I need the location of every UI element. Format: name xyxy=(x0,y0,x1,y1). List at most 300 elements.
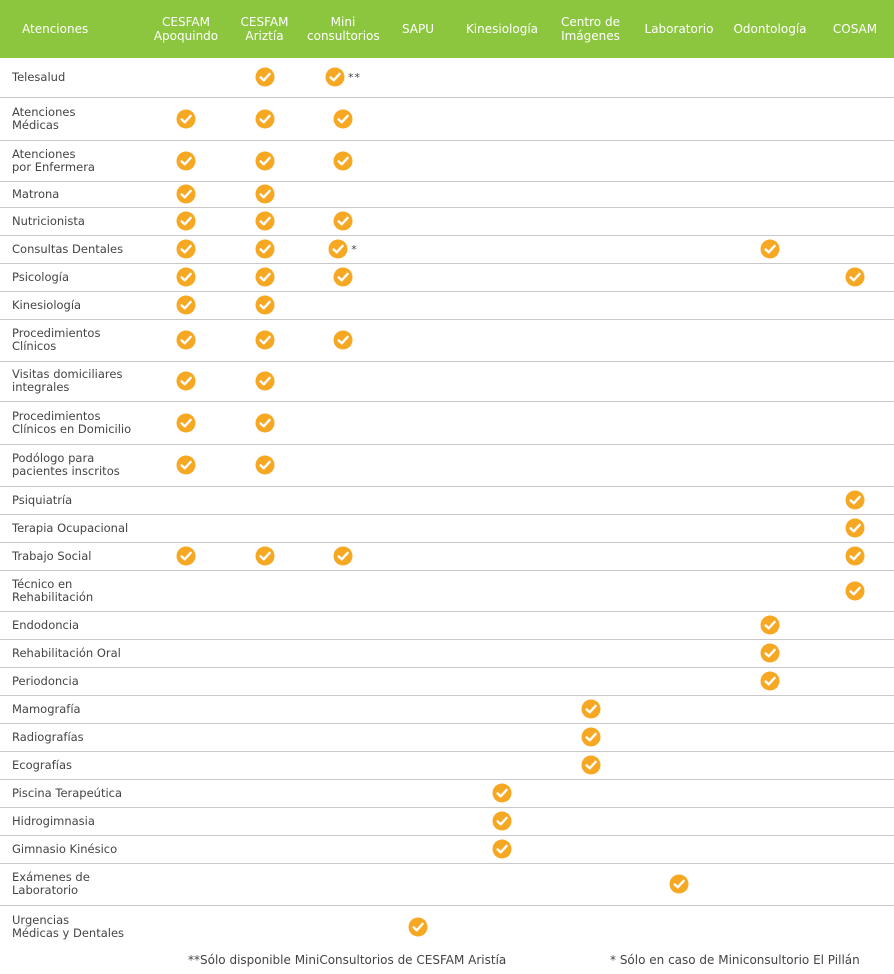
row-label-line-2: Clínicos en Domicilio xyxy=(12,421,132,436)
cell-sapu xyxy=(379,514,457,542)
cell-kine xyxy=(457,639,547,667)
cell-imagenes xyxy=(547,570,634,611)
cell-imagenes xyxy=(547,751,634,779)
cell-kine xyxy=(457,291,547,319)
cell-lab xyxy=(634,291,724,319)
row-label-line-1: Periodoncia xyxy=(12,673,79,688)
cell-odonto xyxy=(724,542,816,570)
check-circle-icon xyxy=(176,151,196,171)
footnote-marker: ** xyxy=(348,70,361,84)
check-circle-icon xyxy=(255,267,275,287)
cell-sapu xyxy=(379,486,457,514)
cell-imagenes xyxy=(547,444,634,486)
row-label-line-2: Médicas xyxy=(12,117,59,132)
cell-cosam xyxy=(816,58,894,97)
cell-cesfam_aristia xyxy=(222,401,307,444)
cell-cosam xyxy=(816,97,894,140)
cell-cesfam_aristia xyxy=(222,319,307,361)
cell-imagenes xyxy=(547,835,634,863)
header-line-2: Apoquindo xyxy=(153,29,219,43)
cell-lab xyxy=(634,263,724,291)
cell-kine xyxy=(457,401,547,444)
cell-kine xyxy=(457,263,547,291)
row-label-line-1: Rehabilitación Oral xyxy=(12,645,121,660)
cell-odonto xyxy=(724,514,816,542)
check-circle-icon xyxy=(176,184,196,204)
cell-cesfam_apoquindo xyxy=(150,723,222,751)
cell-mini xyxy=(307,58,379,97)
row-label-line-1: Urgencias xyxy=(12,913,70,928)
row-label xyxy=(0,751,150,779)
cell-imagenes xyxy=(547,779,634,807)
cell-cosam xyxy=(816,639,894,667)
row-label xyxy=(0,905,150,949)
row-label xyxy=(0,779,150,807)
cell-odonto xyxy=(724,235,816,263)
row-label xyxy=(0,361,150,401)
cell-kine xyxy=(457,486,547,514)
cell-cesfam_aristia xyxy=(222,181,307,207)
table-row xyxy=(0,263,894,291)
check-circle-icon xyxy=(328,239,348,259)
cell-cosam xyxy=(816,542,894,570)
table-row xyxy=(0,235,894,263)
check-circle-icon xyxy=(255,330,275,350)
cell-cesfam_apoquindo xyxy=(150,291,222,319)
cell-odonto xyxy=(724,140,816,181)
cell-sapu xyxy=(379,863,457,905)
check-circle-icon xyxy=(255,211,275,231)
check-circle-icon xyxy=(845,267,865,287)
cell-lab xyxy=(634,695,724,723)
cell-kine xyxy=(457,319,547,361)
table-row xyxy=(0,905,894,949)
cell-mini xyxy=(307,444,379,486)
check-circle-icon xyxy=(255,413,275,433)
check-circle-icon xyxy=(255,67,275,87)
cell-cosam xyxy=(816,235,894,263)
cell-lab xyxy=(634,570,724,611)
cell-lab xyxy=(634,235,724,263)
check-circle-icon xyxy=(760,615,780,635)
cell-cesfam_apoquindo xyxy=(150,667,222,695)
cell-cesfam_aristia xyxy=(222,263,307,291)
check-circle-icon xyxy=(176,109,196,129)
cell-kine xyxy=(457,667,547,695)
row-label xyxy=(0,835,150,863)
cell-cesfam_apoquindo xyxy=(150,639,222,667)
cell-cesfam_apoquindo xyxy=(150,58,222,97)
cell-cosam xyxy=(816,905,894,949)
cell-cesfam_apoquindo xyxy=(150,542,222,570)
cell-sapu xyxy=(379,751,457,779)
cell-kine xyxy=(457,905,547,949)
cell-sapu xyxy=(379,58,457,97)
cell-sapu xyxy=(379,401,457,444)
cell-cesfam_aristia xyxy=(222,291,307,319)
row-label xyxy=(0,235,150,263)
check-circle-icon xyxy=(333,546,353,566)
header-line-2: Ariztía xyxy=(245,29,284,43)
cell-kine xyxy=(457,779,547,807)
cell-cesfam_aristia xyxy=(222,570,307,611)
row-label xyxy=(0,611,150,639)
check-circle-icon xyxy=(176,211,196,231)
table-row xyxy=(0,291,894,319)
cell-cesfam_apoquindo xyxy=(150,570,222,611)
cell-mini xyxy=(307,807,379,835)
table-row xyxy=(0,835,894,863)
footnote-single-asterisk: * Sólo en caso de Miniconsultorio El Pillán xyxy=(610,953,860,967)
row-label xyxy=(0,58,150,97)
row-label-line-2: Médicas y Dentales xyxy=(12,926,125,941)
check-circle-icon xyxy=(255,239,275,259)
row-label xyxy=(0,639,150,667)
row-label-line-1: Telesalud xyxy=(12,69,66,84)
check-circle-icon xyxy=(176,267,196,287)
row-label xyxy=(0,207,150,235)
cell-odonto xyxy=(724,361,816,401)
cell-lab xyxy=(634,319,724,361)
cell-imagenes xyxy=(547,863,634,905)
cell-imagenes xyxy=(547,361,634,401)
cell-cesfam_apoquindo xyxy=(150,779,222,807)
header-centro-imagenes xyxy=(547,0,634,58)
table-row xyxy=(0,58,894,97)
check-circle-icon xyxy=(255,371,275,391)
cell-lab xyxy=(634,779,724,807)
row-label xyxy=(0,807,150,835)
cell-cesfam_aristia xyxy=(222,807,307,835)
header-row xyxy=(0,0,894,58)
cell-mini xyxy=(307,611,379,639)
cell-cesfam_aristia xyxy=(222,751,307,779)
check-circle-icon xyxy=(581,727,601,747)
cell-odonto xyxy=(724,207,816,235)
check-circle-icon xyxy=(845,581,865,601)
row-label xyxy=(0,695,150,723)
row-label-line-1: Piscina Terapeútica xyxy=(12,785,123,800)
cell-lab xyxy=(634,905,724,949)
check-circle-icon xyxy=(581,755,601,775)
cell-cosam xyxy=(816,751,894,779)
cell-sapu xyxy=(379,181,457,207)
cell-odonto xyxy=(724,181,816,207)
cell-odonto xyxy=(724,863,816,905)
cell-sapu xyxy=(379,542,457,570)
cell-lab xyxy=(634,639,724,667)
cell-cesfam_aristia xyxy=(222,235,307,263)
table-row xyxy=(0,514,894,542)
cell-cesfam_apoquindo xyxy=(150,905,222,949)
check-circle-icon xyxy=(669,874,689,894)
cell-cesfam_aristia xyxy=(222,58,307,97)
cell-lab xyxy=(634,514,724,542)
cell-cesfam_aristia xyxy=(222,542,307,570)
cell-cosam xyxy=(816,570,894,611)
cell-lab xyxy=(634,444,724,486)
table-row xyxy=(0,807,894,835)
cell-cesfam_aristia xyxy=(222,611,307,639)
cell-cosam xyxy=(816,486,894,514)
row-label-line-1: Consultas Dentales xyxy=(12,241,124,256)
cell-mini xyxy=(307,779,379,807)
check-circle-icon xyxy=(492,811,512,831)
cell-cosam xyxy=(816,835,894,863)
cell-sapu xyxy=(379,97,457,140)
row-label xyxy=(0,514,150,542)
header-kinesiologia: Kinesiología xyxy=(457,0,547,58)
cell-lab xyxy=(634,723,724,751)
cell-cesfam_aristia xyxy=(222,444,307,486)
cell-mini xyxy=(307,863,379,905)
check-circle-icon xyxy=(845,490,865,510)
cell-imagenes xyxy=(547,58,634,97)
cell-imagenes xyxy=(547,263,634,291)
cell-cesfam_apoquindo xyxy=(150,97,222,140)
table-row xyxy=(0,207,894,235)
header-laboratorio: Laboratorio xyxy=(634,0,724,58)
cell-imagenes xyxy=(547,140,634,181)
cell-imagenes xyxy=(547,514,634,542)
cell-mini xyxy=(307,905,379,949)
cell-sapu xyxy=(379,319,457,361)
row-label-line-1: Gimnasio Kinésico xyxy=(12,841,118,856)
check-circle-icon xyxy=(255,109,275,129)
cell-cosam xyxy=(816,667,894,695)
header-cosam: COSAM xyxy=(816,0,894,58)
cell-odonto xyxy=(724,807,816,835)
check-circle-icon xyxy=(255,546,275,566)
cell-odonto xyxy=(724,779,816,807)
cell-imagenes xyxy=(547,667,634,695)
check-circle-icon xyxy=(492,839,512,859)
cell-mini xyxy=(307,361,379,401)
check-circle-icon xyxy=(255,295,275,315)
cell-kine xyxy=(457,58,547,97)
row-label-line-2: integrales xyxy=(12,380,70,394)
row-label xyxy=(0,542,150,570)
row-label-line-1: Psicología xyxy=(12,269,70,284)
cell-cosam xyxy=(816,319,894,361)
table-row xyxy=(0,486,894,514)
header-line-1: Mini xyxy=(330,15,356,29)
cell-cesfam_aristia xyxy=(222,97,307,140)
check-circle-icon xyxy=(845,546,865,566)
cell-imagenes xyxy=(547,611,634,639)
cell-odonto xyxy=(724,401,816,444)
cell-cesfam_apoquindo xyxy=(150,611,222,639)
row-label-line-2: Rehabilitación xyxy=(12,589,94,604)
row-label xyxy=(0,667,150,695)
cell-sapu xyxy=(379,207,457,235)
check-circle-icon xyxy=(581,699,601,719)
cell-mini xyxy=(307,291,379,319)
table-row xyxy=(0,444,894,486)
cell-mini xyxy=(307,639,379,667)
header-line-1: CESFAM xyxy=(162,15,210,29)
cell-cosam xyxy=(816,779,894,807)
cell-cesfam_apoquindo xyxy=(150,401,222,444)
cell-kine xyxy=(457,835,547,863)
cell-odonto xyxy=(724,695,816,723)
table-row xyxy=(0,140,894,181)
cell-lab xyxy=(634,361,724,401)
header-cesfam-aristia xyxy=(222,0,307,58)
cell-cosam xyxy=(816,291,894,319)
cell-odonto xyxy=(724,905,816,949)
cell-imagenes xyxy=(547,695,634,723)
cell-mini xyxy=(307,723,379,751)
cell-kine xyxy=(457,695,547,723)
cell-mini xyxy=(307,140,379,181)
cell-sapu xyxy=(379,667,457,695)
table-row xyxy=(0,723,894,751)
cell-imagenes xyxy=(547,723,634,751)
cell-cesfam_aristia xyxy=(222,905,307,949)
check-circle-icon xyxy=(760,671,780,691)
table-row xyxy=(0,181,894,207)
row-label-line-1: Visitas domiciliares xyxy=(12,367,123,381)
row-label-line-1: Hidrogimnasia xyxy=(12,813,95,828)
row-label-line-1: Terapia Ocupacional xyxy=(12,520,129,535)
cell-odonto xyxy=(724,639,816,667)
table-row xyxy=(0,779,894,807)
cell-mini xyxy=(307,514,379,542)
cell-cosam xyxy=(816,611,894,639)
cell-cosam xyxy=(816,514,894,542)
check-circle-icon xyxy=(333,211,353,231)
cell-cosam xyxy=(816,807,894,835)
row-label-line-2: Laboratorio xyxy=(12,883,79,897)
row-label xyxy=(0,291,150,319)
cell-sapu xyxy=(379,361,457,401)
row-label-line-1: Atenciones xyxy=(12,146,76,161)
cell-odonto xyxy=(724,486,816,514)
cell-cesfam_aristia xyxy=(222,695,307,723)
cell-cesfam_apoquindo xyxy=(150,207,222,235)
check-circle-icon xyxy=(333,151,353,171)
cell-cesfam_aristia xyxy=(222,207,307,235)
cell-lab xyxy=(634,751,724,779)
cell-mini xyxy=(307,835,379,863)
header-sapu: SAPU xyxy=(379,0,457,58)
cell-cesfam_aristia xyxy=(222,835,307,863)
row-label-line-1: Procedimientos xyxy=(12,326,101,340)
row-label xyxy=(0,863,150,905)
cell-kine xyxy=(457,542,547,570)
cell-cesfam_aristia xyxy=(222,639,307,667)
cell-sapu xyxy=(379,140,457,181)
cell-lab xyxy=(634,97,724,140)
header-line-2: consultorios xyxy=(307,29,380,43)
cell-cesfam_aristia xyxy=(222,723,307,751)
cell-mini xyxy=(307,486,379,514)
cell-mini xyxy=(307,181,379,207)
row-label-line-1: Nutricionista xyxy=(12,213,85,228)
cell-lab xyxy=(634,611,724,639)
check-circle-icon xyxy=(176,330,196,350)
row-label-line-1: Exámenes de xyxy=(12,870,90,884)
cell-odonto xyxy=(724,611,816,639)
row-label-line-1: Atenciones xyxy=(12,104,76,119)
check-circle-icon xyxy=(333,330,353,350)
table-row xyxy=(0,695,894,723)
table-row xyxy=(0,319,894,361)
cell-cesfam_apoquindo xyxy=(150,235,222,263)
cell-mini xyxy=(307,751,379,779)
cell-lab xyxy=(634,207,724,235)
cell-lab xyxy=(634,486,724,514)
cell-mini xyxy=(307,263,379,291)
footnote-marker: * xyxy=(351,242,358,256)
cell-odonto xyxy=(724,319,816,361)
cell-kine xyxy=(457,444,547,486)
check-circle-icon xyxy=(176,239,196,259)
cell-lab xyxy=(634,542,724,570)
row-label-line-1: Técnico en xyxy=(12,576,73,591)
cell-cesfam_apoquindo xyxy=(150,263,222,291)
check-circle-icon xyxy=(760,643,780,663)
cell-cosam xyxy=(816,140,894,181)
cell-sapu xyxy=(379,611,457,639)
cell-cesfam_apoquindo xyxy=(150,751,222,779)
header-line-1: Centro de xyxy=(561,15,620,29)
check-circle-icon xyxy=(333,267,353,287)
cell-cesfam_aristia xyxy=(222,514,307,542)
row-label xyxy=(0,723,150,751)
check-circle-icon xyxy=(255,151,275,171)
row-label xyxy=(0,181,150,207)
cell-kine xyxy=(457,361,547,401)
row-label-line-1: Procedimientos xyxy=(12,408,101,423)
cell-kine xyxy=(457,97,547,140)
check-circle-icon xyxy=(176,295,196,315)
cell-sapu xyxy=(379,905,457,949)
row-label-line-1: Ecografías xyxy=(12,757,72,772)
cell-odonto xyxy=(724,97,816,140)
cell-mini xyxy=(307,667,379,695)
header-odontologia: Odontología xyxy=(724,0,816,58)
cell-kine xyxy=(457,807,547,835)
row-label xyxy=(0,444,150,486)
row-label-line-1: Trabajo Social xyxy=(12,548,92,563)
cell-kine xyxy=(457,751,547,779)
row-label xyxy=(0,486,150,514)
cell-cesfam_aristia xyxy=(222,486,307,514)
cell-odonto xyxy=(724,667,816,695)
check-circle-icon xyxy=(492,783,512,803)
cell-cosam xyxy=(816,723,894,751)
row-label xyxy=(0,263,150,291)
cell-cesfam_aristia xyxy=(222,140,307,181)
check-circle-icon xyxy=(176,413,196,433)
table-row xyxy=(0,667,894,695)
cell-imagenes xyxy=(547,319,634,361)
row-label-line-1: Mamografía xyxy=(12,701,81,716)
cell-cosam xyxy=(816,401,894,444)
check-circle-icon xyxy=(255,184,275,204)
cell-imagenes xyxy=(547,542,634,570)
cell-cesfam_apoquindo xyxy=(150,695,222,723)
cell-imagenes xyxy=(547,401,634,444)
cell-kine xyxy=(457,611,547,639)
cell-mini xyxy=(307,570,379,611)
cell-imagenes xyxy=(547,639,634,667)
cell-cesfam_aristia xyxy=(222,667,307,695)
check-circle-icon xyxy=(325,67,345,87)
cell-cesfam_apoquindo xyxy=(150,444,222,486)
